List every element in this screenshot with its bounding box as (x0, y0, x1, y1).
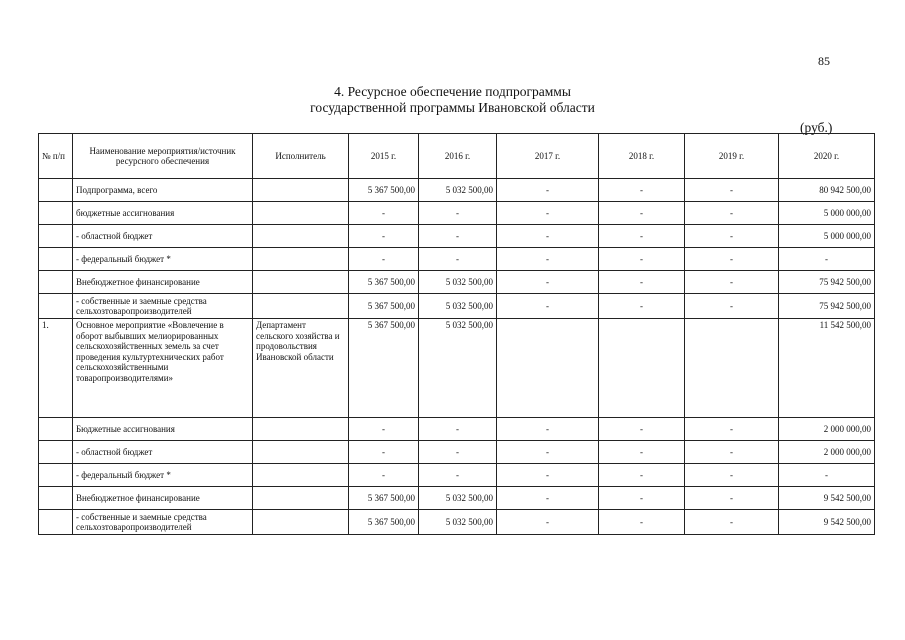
cell-name: - федеральный бюджет * (73, 248, 253, 271)
cell-2016: - (419, 248, 497, 271)
table-row (39, 510, 875, 535)
cell-2016: 5 032 500,00 (419, 179, 497, 202)
table-row (39, 487, 875, 510)
cell-2019: - (685, 225, 779, 248)
cell-2018: - (599, 510, 685, 535)
cell-2015: - (349, 225, 419, 248)
header-executor: Исполнитель (253, 134, 349, 179)
cell-2017 (497, 319, 599, 418)
cell-2017: - (497, 202, 599, 225)
cell-2017: - (497, 441, 599, 464)
cell-2020: - (779, 464, 875, 487)
cell-2015: - (349, 418, 419, 441)
table-row (39, 464, 875, 487)
cell-executor (253, 418, 349, 441)
cell-name: - собственные и заемные средства сельхозтоваропроизводителей (73, 294, 253, 319)
cell-2017: - (497, 418, 599, 441)
cell-2017: - (497, 294, 599, 319)
cell-executor: Департамент сельского хозяйства и продовольствия Ивановской области (253, 319, 349, 418)
header-2020: 2020 г. (779, 134, 875, 179)
table-row (39, 225, 875, 248)
cell-2016: 5 032 500,00 (419, 487, 497, 510)
cell-2019: - (685, 441, 779, 464)
cell-2017: - (497, 510, 599, 535)
table-row (39, 418, 875, 441)
cell-executor (253, 294, 349, 319)
cell-2015: - (349, 248, 419, 271)
cell-name: - областной бюджет (73, 225, 253, 248)
cell-name: - областной бюджет (73, 441, 253, 464)
cell-executor (253, 202, 349, 225)
cell-2019: - (685, 294, 779, 319)
cell-num (39, 464, 73, 487)
cell-2018: - (599, 271, 685, 294)
table-row (39, 202, 875, 225)
table-row (39, 441, 875, 464)
cell-2015: - (349, 202, 419, 225)
cell-2019: - (685, 179, 779, 202)
header-name: Наименование мероприятия/источник ресурсного обеспечения (73, 134, 253, 179)
cell-2019: - (685, 271, 779, 294)
cell-2017: - (497, 464, 599, 487)
title-line-1: 4. Ресурсное обеспечение подпрограммы (334, 84, 571, 99)
header-2017: 2017 г. (497, 134, 599, 179)
cell-num (39, 510, 73, 535)
table-row (39, 248, 875, 271)
cell-2020: - (779, 248, 875, 271)
cell-executor (253, 225, 349, 248)
cell-num (39, 441, 73, 464)
page-title (0, 84, 905, 116)
cell-name: Подпрограмма, всего (73, 179, 253, 202)
cell-2020: 80 942 500,00 (779, 179, 875, 202)
cell-name: Бюджетные ассигнования (73, 418, 253, 441)
cell-2018: - (599, 441, 685, 464)
table-header-row (39, 134, 875, 179)
header-2015: 2015 г. (349, 134, 419, 179)
cell-2017: - (497, 271, 599, 294)
cell-2020: 2 000 000,00 (779, 418, 875, 441)
cell-num (39, 225, 73, 248)
cell-2018: - (599, 464, 685, 487)
cell-2019: - (685, 487, 779, 510)
cell-name: - собственные и заемные средства сельхозтоваропроизводителей (73, 510, 253, 535)
cell-num (39, 179, 73, 202)
cell-2017: - (497, 179, 599, 202)
cell-2015: 5 367 500,00 (349, 510, 419, 535)
page-number: 85 (818, 54, 830, 68)
cell-2020: 11 542 500,00 (779, 319, 875, 418)
cell-2018: - (599, 418, 685, 441)
cell-2020: 5 000 000,00 (779, 225, 875, 248)
cell-executor (253, 487, 349, 510)
cell-name: Основное мероприятие «Вовлечение в оборот выбывших мелиорированных сельскохозяйственных земель за счет проведения культуртехнических работ сельскохозяйственными товаропроизводителями» (73, 319, 253, 418)
cell-name: Внебюджетное финансирование (73, 271, 253, 294)
header-num: № п/п (39, 134, 73, 179)
table-row (39, 319, 875, 418)
table-row (39, 179, 875, 202)
cell-num (39, 418, 73, 441)
title-line-2: государственной программы Ивановской области (310, 100, 595, 115)
header-2016: 2016 г. (419, 134, 497, 179)
cell-executor (253, 510, 349, 535)
cell-2017: - (497, 487, 599, 510)
cell-2019: - (685, 464, 779, 487)
cell-2016: 5 032 500,00 (419, 271, 497, 294)
header-2018: 2018 г. (599, 134, 685, 179)
cell-name: Внебюджетное финансирование (73, 487, 253, 510)
cell-2015: 5 367 500,00 (349, 487, 419, 510)
cell-2015: 5 367 500,00 (349, 319, 419, 418)
cell-2019: - (685, 248, 779, 271)
cell-2018: - (599, 225, 685, 248)
cell-num (39, 294, 73, 319)
cell-2020: 5 000 000,00 (779, 202, 875, 225)
cell-2019: - (685, 510, 779, 535)
resource-table (38, 133, 875, 535)
cell-num (39, 248, 73, 271)
currency-unit: (руб.) (800, 120, 833, 135)
cell-2015: 5 367 500,00 (349, 271, 419, 294)
cell-2019: - (685, 418, 779, 441)
table-row (39, 271, 875, 294)
cell-2016: 5 032 500,00 (419, 319, 497, 418)
table-row (39, 294, 875, 319)
cell-num (39, 271, 73, 294)
cell-2018: - (599, 179, 685, 202)
cell-2020: 2 000 000,00 (779, 441, 875, 464)
cell-2020: 75 942 500,00 (779, 294, 875, 319)
cell-2016: - (419, 225, 497, 248)
cell-num (39, 487, 73, 510)
cell-2016: - (419, 202, 497, 225)
cell-executor (253, 441, 349, 464)
cell-2020: 9 542 500,00 (779, 510, 875, 535)
cell-2017: - (497, 225, 599, 248)
cell-2019: - (685, 202, 779, 225)
cell-2017: - (497, 248, 599, 271)
cell-2015: - (349, 441, 419, 464)
cell-num: 1. (39, 319, 73, 418)
cell-2015: 5 367 500,00 (349, 179, 419, 202)
cell-name: - федеральный бюджет * (73, 464, 253, 487)
cell-2016: 5 032 500,00 (419, 510, 497, 535)
cell-executor (253, 464, 349, 487)
cell-2016: - (419, 441, 497, 464)
cell-2018: - (599, 248, 685, 271)
cell-2019 (685, 319, 779, 418)
header-2019: 2019 г. (685, 134, 779, 179)
table-body (39, 179, 875, 535)
cell-2018: - (599, 487, 685, 510)
cell-2018: - (599, 202, 685, 225)
cell-2018 (599, 319, 685, 418)
cell-2020: 75 942 500,00 (779, 271, 875, 294)
cell-2018: - (599, 294, 685, 319)
cell-name: бюджетные ассигнования (73, 202, 253, 225)
cell-executor (253, 179, 349, 202)
cell-2015: - (349, 464, 419, 487)
cell-executor (253, 271, 349, 294)
cell-2020: 9 542 500,00 (779, 487, 875, 510)
cell-num (39, 202, 73, 225)
cell-2016: - (419, 464, 497, 487)
cell-executor (253, 248, 349, 271)
cell-2015: 5 367 500,00 (349, 294, 419, 319)
cell-2016: 5 032 500,00 (419, 294, 497, 319)
cell-2016: - (419, 418, 497, 441)
